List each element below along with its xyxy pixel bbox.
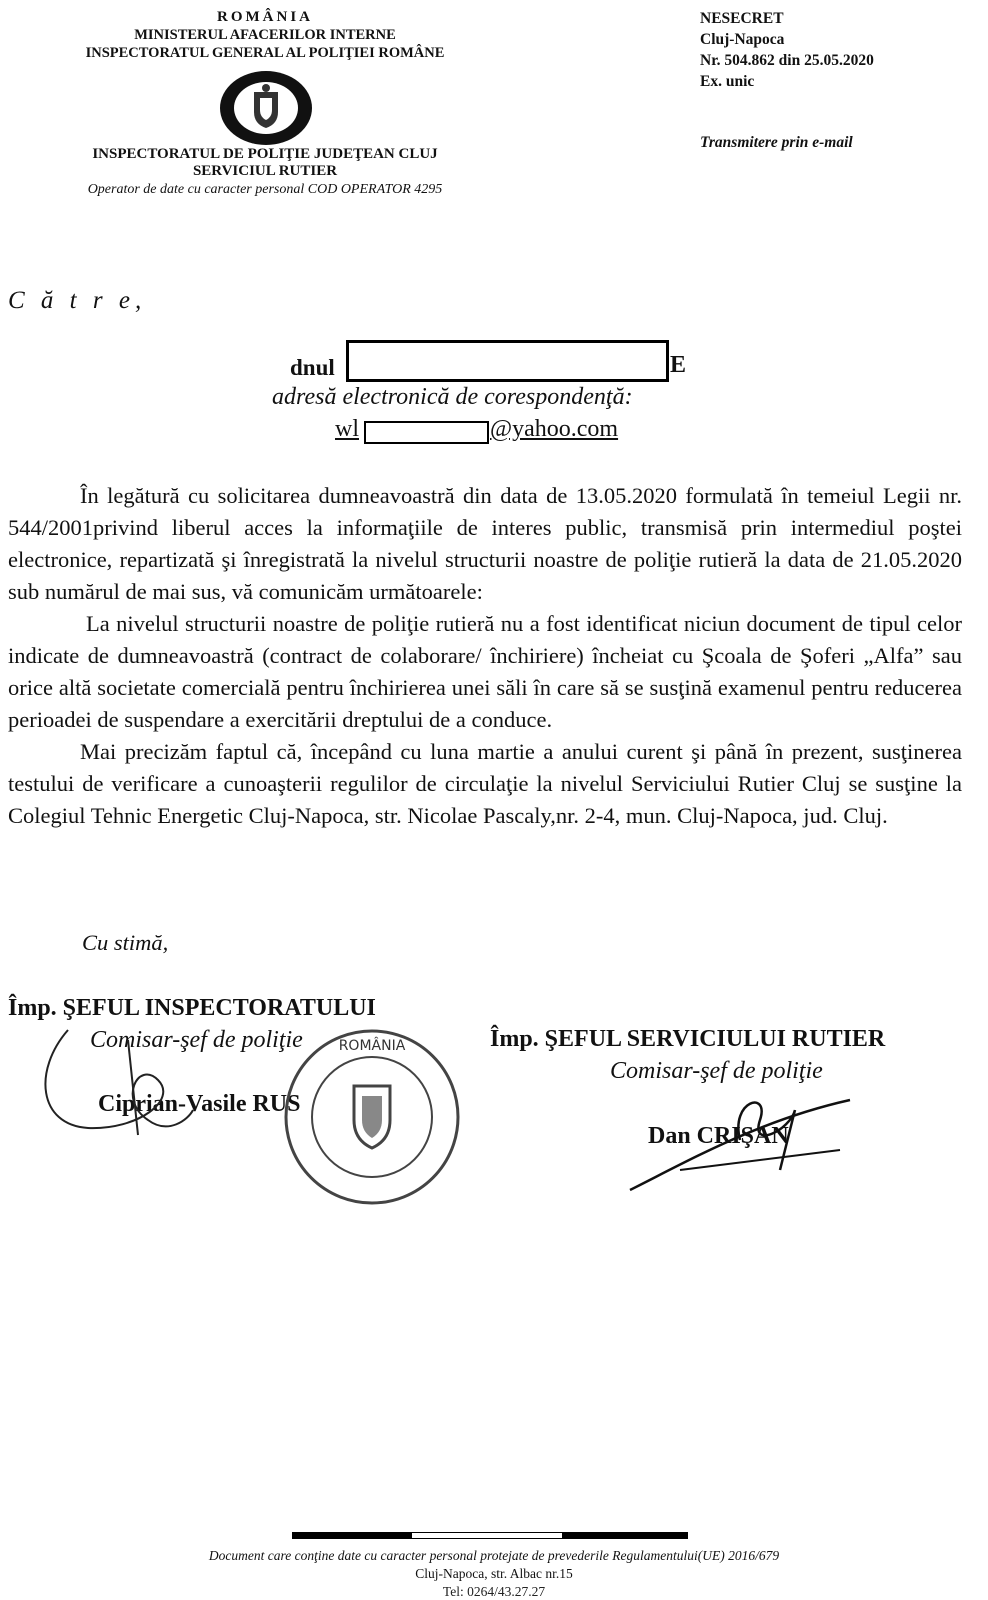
recipient-title: dnul — [290, 355, 335, 380]
service-name: SERVICIUL RUTIER — [192, 163, 338, 179]
header-right — [700, 8, 874, 92]
header-left-unit — [40, 146, 490, 180]
letter-body — [8, 480, 962, 832]
recipient-name-tail: E — [670, 352, 687, 378]
header-left — [40, 8, 490, 62]
operator-code: Operator de date cu caracter personal COD OPERATOR 4295 — [87, 182, 443, 197]
footer-address: Cluj-Napoca, str. Albac nr.15 — [415, 1566, 573, 1581]
left-signatory-rank: Comisar-şef de poliţie — [90, 1027, 303, 1053]
country-name: ROMÂNIA — [217, 9, 313, 25]
footer-phone: Tel: 0264/43.27.27 — [442, 1584, 546, 1599]
footer-divider — [292, 1532, 688, 1539]
stamp-top-text: ROMÂNIA — [338, 1038, 406, 1054]
email-suffix: @yahoo.com — [490, 416, 619, 442]
footer-notice: Document care conţine date cu caracter personal protejate de prevederile Regulamentului(UE) 2016/679 — [208, 1548, 780, 1563]
redacted-email-box — [364, 421, 489, 444]
redacted-name-box — [346, 340, 669, 382]
city: Cluj-Napoca — [700, 31, 785, 48]
paragraph-2: La nivelul structurii noastre de poliţie rutieră nu a fost identificat niciun document de tipul celor indicate de dumneavoastră (contract de colaborare/ închiriere) încheiat cu Şcoala de Şoferi „Alfa” sau orice altă societate comercială pentru închirierea unei săli în care să se susţină examenul pentru reducerea perioadei de suspendare a exercitării dreptului de a conduce. — [8, 611, 962, 732]
copies: Ex. unic — [700, 73, 755, 90]
ministry-name: MINISTERUL AFACERILOR INTERNE — [134, 27, 396, 43]
closing: Cu stimă, — [82, 930, 169, 955]
county-inspectorate: INSPECTORATUL DE POLIŢIE JUDEŢEAN CLUJ — [92, 146, 438, 162]
left-signatory-role: Împ. ŞEFUL INSPECTORATULUI — [8, 995, 376, 1021]
right-signatory-role: Împ. ŞEFUL SERVICIULUI RUTIER — [490, 1026, 886, 1052]
official-stamp-icon — [282, 1028, 462, 1206]
email-address-label: adresă electronică de corespondenţă: — [272, 384, 633, 410]
paragraph-3: Mai precizăm faptul că, începând cu luna martie a anului curent şi până în prezent, susţinerea testului de verificare a cunoaşterii regulilor de circulaţie la nivelul Serviciului Rutier Cluj se susţine la Colegiul Tehnic Energetic Cluj-Napoca, str. Nicolae Pascaly,nr. 2-4, mun. Cluj-Napoca, jud. Cluj. — [8, 739, 962, 828]
right-signature-icon — [620, 1080, 860, 1200]
police-crest-icon — [218, 70, 314, 146]
recipient-salutation: C ă t r e, — [8, 287, 147, 314]
right-signatory-name: Dan CRIŞAN — [648, 1123, 789, 1149]
registration-number: Nr. 504.862 din 25.05.2020 — [700, 52, 874, 69]
left-signature-icon — [28, 1010, 198, 1140]
classification: NESECRET — [700, 10, 784, 27]
transmission-note: Transmitere prin e-mail — [700, 134, 853, 151]
right-signatory-rank: Comisar-şef de poliţie — [610, 1058, 823, 1084]
email-prefix: wl — [335, 416, 359, 442]
left-signatory-name: Ciprian-Vasile RUS — [98, 1091, 301, 1117]
paragraph-1: În legătură cu solicitarea dumneavoastră din data de 13.05.2020 formulată în temeiul Legii nr. 544/2001privind liberul acces la informaţiile de interes public, transmisă prin intermediul poştei electronice, repartizată şi înregistrată la nivelul structurii noastre de poliţie rutieră la data de 21.05.2020 sub numărul de mai sus, vă comunicăm următoarele: — [8, 483, 962, 604]
inspectorate-name: INSPECTORATUL GENERAL AL POLIŢIEI ROMÂNE — [85, 45, 445, 61]
